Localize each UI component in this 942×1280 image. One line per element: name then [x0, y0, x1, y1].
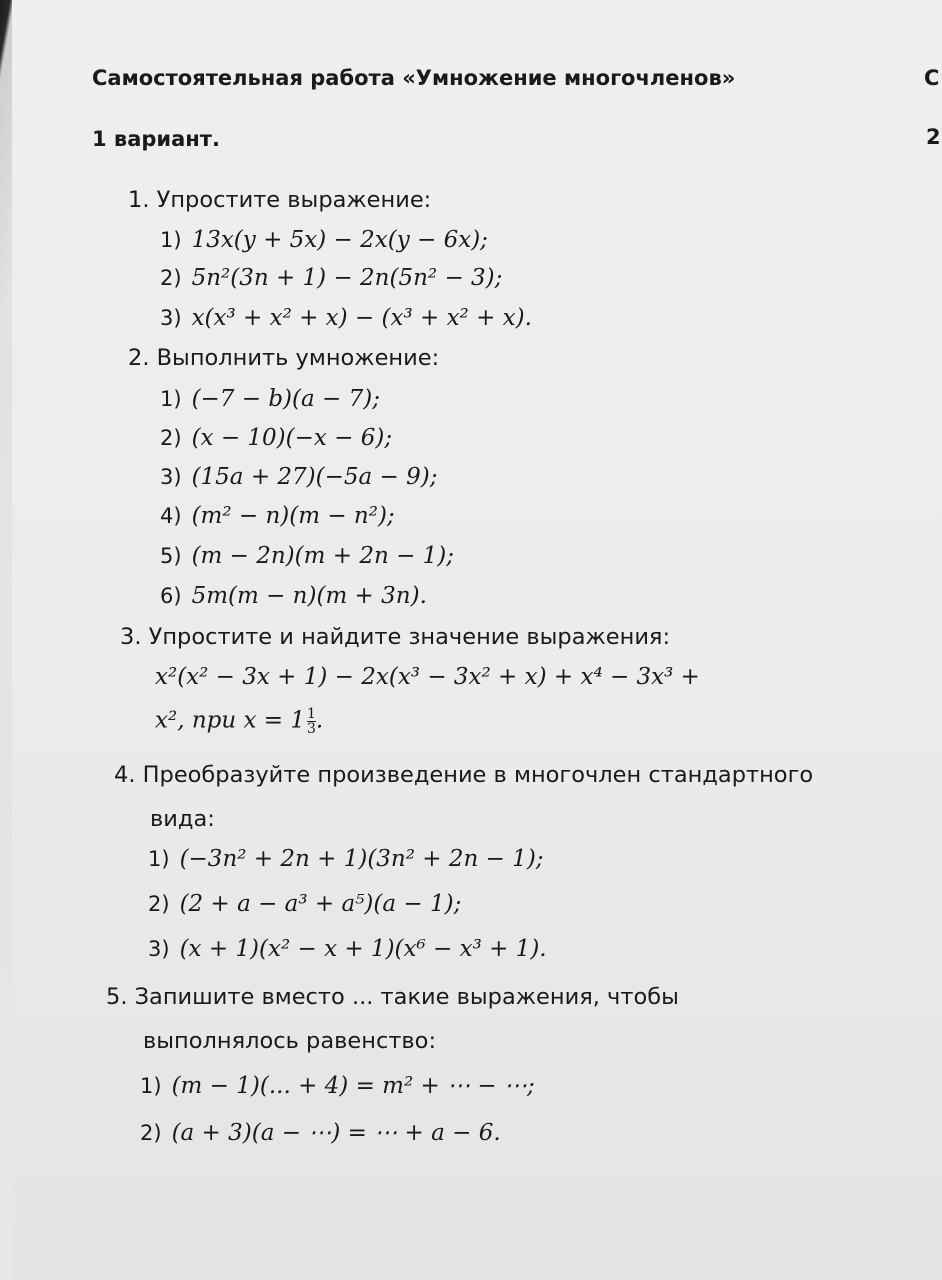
task-5-item: 2) (a + 3)(a − ⋯) = ⋯ + a − 6.	[140, 1120, 501, 1146]
task-1-item: 3) x(x³ + x² + x) − (x³ + x² + x).	[160, 305, 532, 331]
fraction-one-third: $\frac{1}{3}$	[306, 706, 316, 737]
task-5-heading-continuation: выполнялось равенство:	[143, 1028, 437, 1054]
task-4-item: 1) (−3n² + 2n + 1)(3n² + 2n − 1);	[148, 846, 544, 872]
task-2-heading: 2. Выполнить умножение:	[128, 345, 440, 371]
task-2-item: 5) (m − 2n)(m + 2n − 1);	[160, 543, 455, 569]
task-3-expression-line-2: x², при x = 1 $\frac{1}{3}$ .	[155, 706, 324, 737]
task-4-heading-continuation: вида:	[150, 806, 215, 832]
cut-off-text-1: С	[924, 66, 940, 90]
task-2-item: 3) (15a + 27)(−5a − 9);	[160, 464, 438, 490]
task-1-item: 2) 5n²(3n + 1) − 2n(5n² − 3);	[160, 265, 503, 291]
task-4-item: 3) (x + 1)(x² − x + 1)(x⁶ − x³ + 1).	[148, 936, 547, 962]
task-2-item: 6) 5m(m − n)(m + 3n).	[160, 583, 427, 609]
task-3-heading: 3. Упростите и найдите значение выражения:	[120, 624, 671, 650]
task-1-heading: 1. Упростите выражение:	[128, 187, 432, 213]
page-title: Самостоятельная работа «Умножение многочленов»	[92, 66, 736, 90]
task-1-item: 1) 13x(y + 5x) − 2x(y − 6x);	[160, 227, 488, 253]
task-2-item: 1) (−7 − b)(a − 7);	[160, 386, 380, 412]
task-5-heading: 5. Запишите вместо ... такие выражения, чтобы	[106, 984, 679, 1010]
variant-label: 1 вариант.	[92, 127, 220, 151]
task-4-heading: 4. Преобразуйте произведение в многочлен стандартного	[114, 762, 814, 788]
task-4-item: 2) (2 + a − a³ + a⁵)(a − 1);	[148, 891, 462, 917]
task-3-expression-line-1: x²(x² − 3x + 1) − 2x(x³ − 3x² + x) + x⁴ − 3x³ +	[155, 664, 700, 690]
task-5-item: 1) (m − 1)(... + 4) = m² + ⋯ − ⋯;	[140, 1073, 535, 1099]
task-2-item: 2) (x − 10)(−x − 6);	[160, 425, 393, 451]
task-2-item: 4) (m² − n)(m − n²);	[160, 503, 395, 529]
cut-off-text-2: 2	[926, 125, 941, 149]
